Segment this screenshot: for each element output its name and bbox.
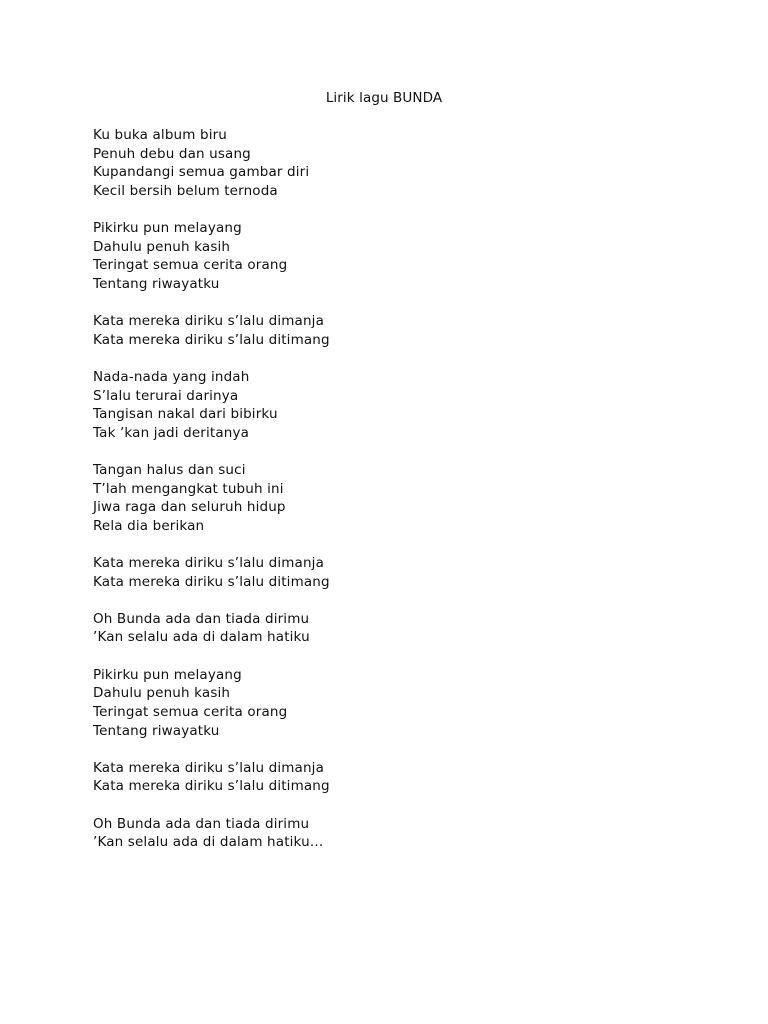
lyric-line: Oh Bunda ada dan tiada dirimu <box>93 610 310 627</box>
lyric-line: T’lah mengangkat tubuh ini <box>93 480 284 497</box>
page-title: Lirik lagu BUNDA <box>325 90 443 106</box>
lyric-line: Penuh debu dan usang <box>93 145 251 162</box>
lyric-line: Kata mereka diriku s’lalu ditimang <box>93 778 330 795</box>
lyric-line: Kupandangi semua gambar diri <box>93 164 310 181</box>
lyric-line: Tangisan nakal dari bibirku <box>93 406 278 423</box>
lyric-line: Kata mereka diriku s’lalu ditimang <box>93 331 330 348</box>
lyric-line: Kecil bersih belum ternoda <box>93 182 278 199</box>
lyric-line: Kata mereka diriku s’lalu ditimang <box>93 573 330 590</box>
stanza <box>93 368 713 442</box>
lyric-line: Tangan halus dan suci <box>93 461 246 478</box>
stanza <box>93 666 713 740</box>
lyric-line: S’lalu terurai darinya <box>93 387 239 404</box>
stanza <box>93 461 713 535</box>
lyric-line: Pikirku pun melayang <box>93 220 242 237</box>
stanza <box>93 815 713 852</box>
lyric-line: Jiwa raga dan seluruh hidup <box>93 499 286 516</box>
stanza <box>93 610 713 647</box>
stanza <box>93 554 713 591</box>
stanza <box>93 759 713 796</box>
lyric-line: Rela dia berikan <box>93 517 205 534</box>
stanza <box>93 126 713 200</box>
stanza <box>93 312 713 349</box>
lyric-line: Tentang riwayatku <box>93 722 220 739</box>
lyric-line: Nada-nada yang indah <box>93 368 250 385</box>
lyric-line: Kata mereka diriku s’lalu dimanja <box>93 313 324 330</box>
lyric-line: Teringat semua cerita orang <box>93 257 288 274</box>
lyric-line: Ku buka album biru <box>93 127 228 143</box>
lyric-line: Dahulu penuh kasih <box>93 685 231 702</box>
stanza <box>93 219 713 293</box>
lyrics-body <box>93 126 713 870</box>
lyric-line: Oh Bunda ada dan tiada dirimu <box>93 815 310 832</box>
lyric-line: Tak ’kan jadi deritanya <box>93 424 250 441</box>
lyric-line: ’Kan selalu ada di dalam hatiku… <box>93 834 324 851</box>
lyric-line: Tentang riwayatku <box>93 275 220 292</box>
lyric-line: Teringat semua cerita orang <box>93 703 288 720</box>
lyric-line: Dahulu penuh kasih <box>93 238 231 255</box>
lyric-line: Pikirku pun melayang <box>93 666 242 683</box>
lyric-line: Kata mereka diriku s’lalu dimanja <box>93 555 324 572</box>
lyric-line: Kata mereka diriku s’lalu dimanja <box>93 759 324 776</box>
lyric-line: ’Kan selalu ada di dalam hatiku <box>93 629 310 646</box>
